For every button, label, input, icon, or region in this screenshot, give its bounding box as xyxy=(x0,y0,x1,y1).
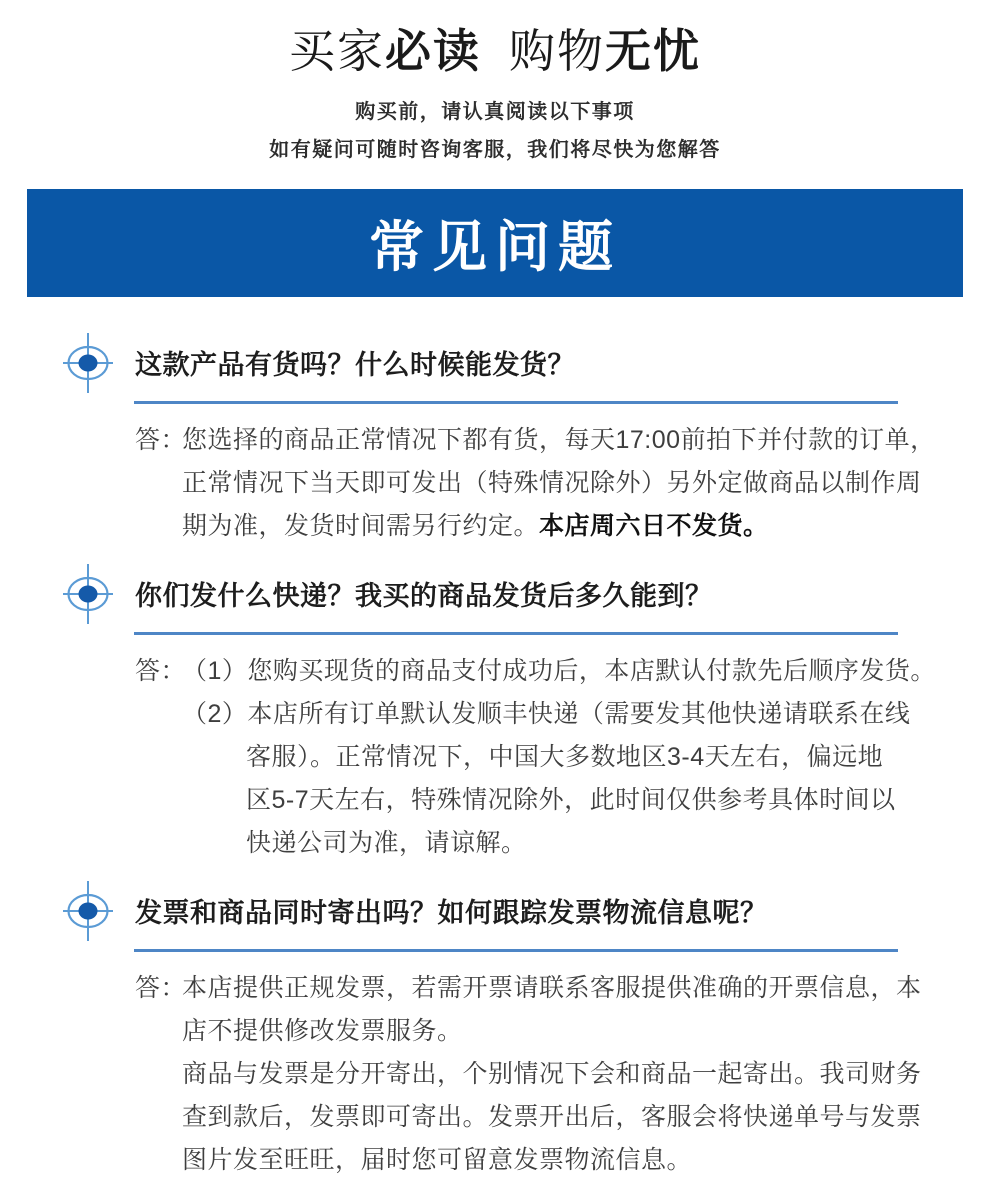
page-header xyxy=(0,0,990,162)
faq-banner-title: 常见问题 xyxy=(368,216,621,279)
question-underline xyxy=(134,401,898,404)
title-segment: 买家 xyxy=(289,25,385,77)
crosshair-target-icon xyxy=(63,881,113,941)
answer-line-text: 期为准，发货时间需另行约定。 xyxy=(182,511,540,540)
answer-line: 区5-7天左右，特殊情况除外，此时间仅供参考具体时间以 xyxy=(246,785,896,814)
answer-line: 本店提供正规发票，若需开票请联系客服提供准确的开票信息，本 xyxy=(182,973,922,1002)
question-row xyxy=(63,881,990,941)
question-text: 你们发什么快递？我买的商品发货后多久能到？ xyxy=(135,581,713,612)
question-underline xyxy=(134,949,898,952)
faq-item-invoice-tracking xyxy=(63,881,990,1182)
subtitle-line-1: 购买前，请认真阅读以下事项 xyxy=(355,100,635,123)
faq-item-shipping-availability xyxy=(63,333,990,548)
title-segment: 无忧 xyxy=(605,25,701,77)
answer-line: 您选择的商品正常情况下都有货，每天17:00前拍下并付款的订单， xyxy=(182,425,936,454)
answer-line-bold-text: 本店周六日不发货。 xyxy=(539,511,769,540)
answer-line: （1）您购买现货的商品支付成功后，本店默认付款先后顺序发货。 xyxy=(182,656,936,685)
question-underline xyxy=(134,632,898,635)
answer-prefix-label: 答： xyxy=(135,656,187,685)
title-segment: 必读 xyxy=(385,25,481,77)
crosshair-target-icon xyxy=(63,564,113,624)
answer-line: 查到款后，发票即可寄出。发票开出后，客服会将快递单号与发票 xyxy=(182,1102,922,1131)
page-title xyxy=(0,26,990,77)
answer-line: 图片发至旺旺，届时您可留意发票物流信息。 xyxy=(182,1145,693,1174)
question-text: 这款产品有货吗？什么时候能发货？ xyxy=(135,350,575,381)
subtitle-line-2: 如有疑问可随时咨询客服，我们将尽快为您解答 xyxy=(269,138,721,161)
answer-line xyxy=(182,505,990,548)
question-row xyxy=(63,333,990,393)
answer-line: 店不提供修改发票服务。 xyxy=(182,1016,463,1045)
answer-line: 客服）。正常情况下，中国大多数地区3-4天左右，偏远地 xyxy=(246,742,884,771)
answer-line: 快递公司为准，请谅解。 xyxy=(246,828,527,857)
answer-block xyxy=(135,967,990,1182)
answer-line: （2）本店所有订单默认发顺丰快递（需要发其他快递请联系在线 xyxy=(182,699,911,728)
answer-line: 正常情况下当天即可发出（特殊情况除外）另外定做商品以制作周 xyxy=(182,468,922,497)
answer-block xyxy=(135,650,990,865)
faq-banner xyxy=(27,189,963,297)
question-text: 发票和商品同时寄出吗？如何跟踪发票物流信息呢？ xyxy=(135,898,768,929)
title-segment: 购物 xyxy=(509,25,605,77)
answer-line: 商品与发票是分开寄出，个别情况下会和商品一起寄出。我司财务 xyxy=(182,1059,922,1088)
faq-item-courier-delivery-time xyxy=(63,564,990,865)
answer-block xyxy=(135,419,990,548)
answer-prefix-label: 答： xyxy=(135,425,187,454)
crosshair-target-icon xyxy=(63,333,113,393)
answer-prefix-label: 答： xyxy=(135,973,187,1002)
question-row xyxy=(63,564,990,624)
